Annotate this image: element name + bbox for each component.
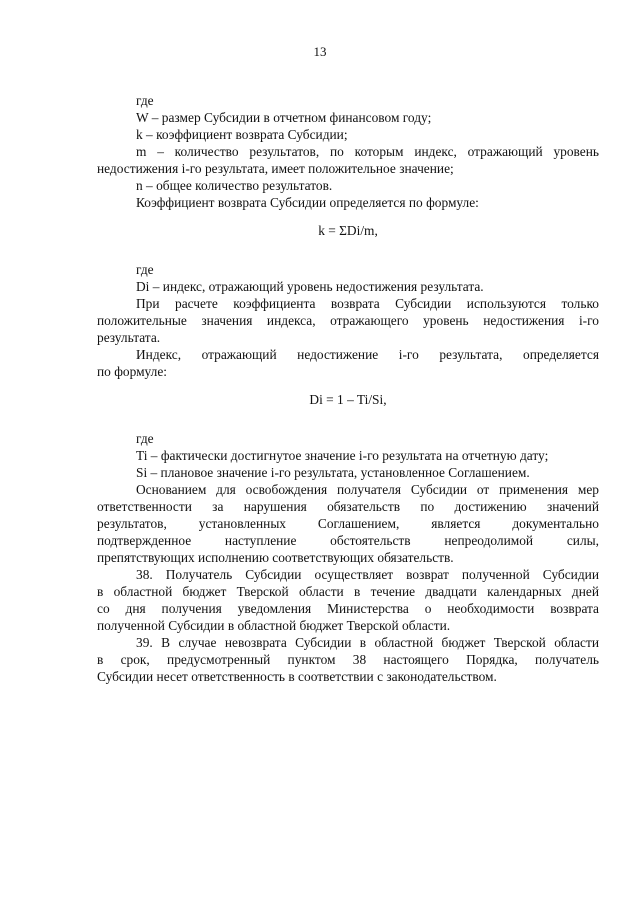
basis-line2: ответственности за нарушения обязательств по достижению значений	[97, 499, 599, 514]
formula-k: k = ΣDi/m,	[318, 223, 378, 238]
paragraph-39-line1: 39. В случае невозврата Субсидии в областной бюджет Тверской области	[136, 635, 599, 650]
definition-n: n – общее количество результатов.	[136, 178, 333, 193]
text-line-gde: где	[136, 93, 154, 108]
text-line-gde: где	[136, 262, 154, 277]
paragraph-38-line1: 38. Получатель Субсидии осуществляет возврат полученной Субсидии	[136, 567, 599, 582]
formula-d: Di = 1 – Ti/Si,	[309, 392, 387, 407]
definition-s: Si – плановое значение i-го результата, установленное Соглашением.	[136, 465, 530, 480]
text-line-gde: где	[136, 431, 154, 446]
paragraph-39-line2: в срок, предусмотренный пунктом 38 настоящего Порядка, получатель	[97, 652, 599, 667]
definition-w: W – размер Субсидии в отчетном финансовом году;	[136, 110, 432, 125]
page-number: 13	[313, 44, 327, 59]
basis-line3: результатов, установленных Соглашением, является документально	[97, 516, 599, 531]
definition-m-line2: недостижения i-го результата, имеет положительное значение;	[97, 161, 454, 176]
coefficient-intro: Коэффициент возврата Субсидии определяется по формуле:	[136, 195, 479, 210]
index-intro-line1: Индекс, отражающий недостижение i-го результата, определяется	[136, 347, 599, 362]
calculation-line3: результата.	[97, 330, 161, 345]
calculation-line1: При расчете коэффициента возврата Субсидии используются только	[136, 296, 599, 311]
basis-line1: Основанием для освобождения получателя Субсидии от применения мер	[136, 482, 599, 497]
document-body	[97, 92, 599, 685]
definition-t: Ti – фактически достигнутое значение i-го результата на отчетную дату;	[136, 448, 549, 463]
paragraph-39-line3: Субсидии несет ответственность в соответствии с законодательством.	[97, 669, 497, 684]
definition-d: Di – индекс, отражающий уровень недостижения результата.	[136, 279, 484, 294]
paragraph-38-line3: со дня получения уведомления Министерства о необходимости возврата	[97, 601, 599, 616]
basis-line4: подтвержденное наступление обстоятельств непреодолимой силы,	[97, 533, 599, 548]
index-intro-line2: по формуле:	[97, 364, 167, 379]
definition-m-line1: m – количество результатов, по которым индекс, отражающий уровень	[136, 144, 599, 159]
paragraph-38-line4: полученной Субсидии в областной бюджет Тверской области.	[97, 618, 451, 633]
calculation-line2: положительные значения индекса, отражающего уровень недостижения i-го	[97, 313, 599, 328]
paragraph-38-line2: в областной бюджет Тверской области в течение двадцати календарных дней	[97, 584, 599, 599]
definition-k: k – коэффициент возврата Субсидии;	[136, 127, 348, 142]
basis-line5: препятствующих исполнению соответствующих обязательств.	[97, 550, 454, 565]
